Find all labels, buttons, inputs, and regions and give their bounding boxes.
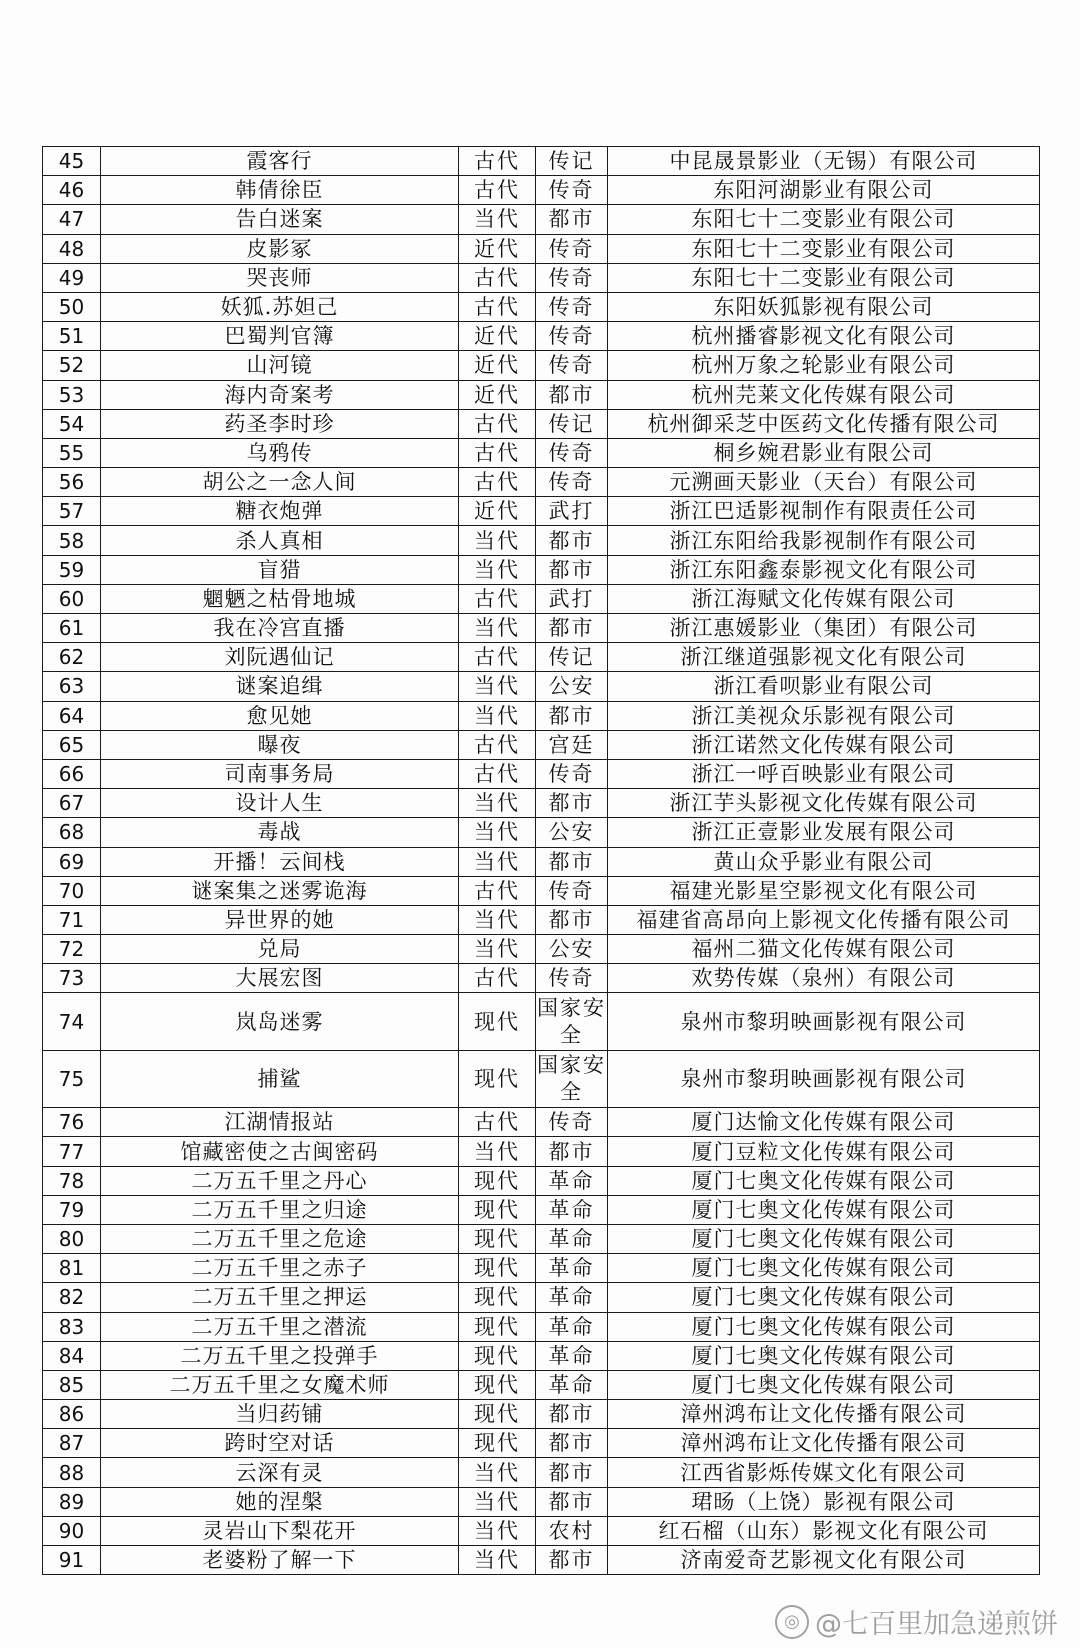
drama-title: 杀人真相	[101, 526, 459, 555]
company-cell: 厦门七奥文化传媒有限公司	[608, 1312, 1040, 1341]
drama-title: 霞客行	[101, 147, 459, 176]
table-row	[43, 818, 1040, 847]
company-cell: 浙江芋头影视文化传媒有限公司	[608, 789, 1040, 818]
company-cell: 杭州万象之轮影业有限公司	[608, 351, 1040, 380]
table-row	[43, 1224, 1040, 1253]
drama-title: 她的涅槃	[101, 1487, 459, 1516]
row-number: 83	[43, 1312, 101, 1341]
era-cell: 近代	[459, 234, 536, 263]
drama-title: 二万五千里之危途	[101, 1224, 459, 1253]
drama-title: 老婆粉了解一下	[101, 1546, 459, 1575]
table-body	[43, 147, 1040, 1575]
table-row	[43, 730, 1040, 759]
drama-title: 跨时空对话	[101, 1429, 459, 1458]
genre-cell: 都市	[536, 380, 608, 409]
era-cell: 当代	[459, 1487, 536, 1516]
row-number: 65	[43, 730, 101, 759]
drama-title: 药圣李时珍	[101, 409, 459, 438]
drama-title: 二万五千里之投弹手	[101, 1341, 459, 1370]
genre-cell: 传奇	[536, 351, 608, 380]
company-cell: 元溯画天影业（天台）有限公司	[608, 468, 1040, 497]
company-cell: 浙江诺然文化传媒有限公司	[608, 730, 1040, 759]
drama-title: 当归药铺	[101, 1400, 459, 1429]
era-cell: 现代	[459, 1166, 536, 1195]
table-row	[43, 876, 1040, 905]
genre-cell: 都市	[536, 1429, 608, 1458]
era-cell: 现代	[459, 1429, 536, 1458]
era-cell: 当代	[459, 789, 536, 818]
table-row	[43, 1166, 1040, 1195]
registration-table	[42, 146, 1040, 1575]
row-number: 69	[43, 847, 101, 876]
table-row	[43, 584, 1040, 613]
company-cell: 浙江看呗影业有限公司	[608, 672, 1040, 701]
drama-title: 魍魉之枯骨地城	[101, 584, 459, 613]
genre-cell: 传奇	[536, 176, 608, 205]
table-row	[43, 1516, 1040, 1545]
era-cell: 现代	[459, 1254, 536, 1283]
era-cell: 当代	[459, 847, 536, 876]
row-number: 53	[43, 380, 101, 409]
company-cell: 厦门七奥文化传媒有限公司	[608, 1166, 1040, 1195]
row-number: 51	[43, 322, 101, 351]
row-number: 68	[43, 818, 101, 847]
genre-cell: 国家安全	[536, 993, 608, 1050]
drama-title: 开播！云间栈	[101, 847, 459, 876]
table-row	[43, 205, 1040, 234]
watermark-text: @七百里加急递煎饼	[815, 1609, 1058, 1640]
row-number: 57	[43, 497, 101, 526]
company-cell: 桐乡婉君影业有限公司	[608, 438, 1040, 467]
genre-cell: 传奇	[536, 234, 608, 263]
company-cell: 厦门七奥文化传媒有限公司	[608, 1224, 1040, 1253]
company-cell: 厦门豆粒文化传媒有限公司	[608, 1137, 1040, 1166]
company-cell: 东阳七十二变影业有限公司	[608, 205, 1040, 234]
genre-cell: 武打	[536, 584, 608, 613]
era-cell: 近代	[459, 351, 536, 380]
company-cell: 东阳七十二变影业有限公司	[608, 263, 1040, 292]
genre-cell: 武打	[536, 497, 608, 526]
drama-title: 二万五千里之押运	[101, 1283, 459, 1312]
row-number: 72	[43, 935, 101, 964]
row-number: 63	[43, 672, 101, 701]
genre-cell: 传奇	[536, 759, 608, 788]
row-number: 90	[43, 1516, 101, 1545]
era-cell: 古代	[459, 468, 536, 497]
era-cell: 古代	[459, 964, 536, 993]
era-cell: 古代	[459, 176, 536, 205]
row-number: 73	[43, 964, 101, 993]
table-row	[43, 643, 1040, 672]
table-row	[43, 1341, 1040, 1370]
era-cell: 当代	[459, 526, 536, 555]
table-row	[43, 1458, 1040, 1487]
company-cell: 杭州御采芝中医药文化传播有限公司	[608, 409, 1040, 438]
drama-title: 盲猎	[101, 555, 459, 584]
genre-cell: 公安	[536, 818, 608, 847]
drama-title: 捕鲨	[101, 1050, 459, 1107]
era-cell: 古代	[459, 438, 536, 467]
genre-cell: 传奇	[536, 876, 608, 905]
company-cell: 浙江继道强影视文化有限公司	[608, 643, 1040, 672]
drama-title: 韩倩徐臣	[101, 176, 459, 205]
genre-cell: 传奇	[536, 263, 608, 292]
row-number: 82	[43, 1283, 101, 1312]
era-cell: 古代	[459, 1108, 536, 1137]
company-cell: 厦门七奥文化传媒有限公司	[608, 1341, 1040, 1370]
row-number: 55	[43, 438, 101, 467]
row-number: 49	[43, 263, 101, 292]
genre-cell: 传记	[536, 409, 608, 438]
table-row	[43, 526, 1040, 555]
era-cell: 现代	[459, 1195, 536, 1224]
drama-title: 哭丧师	[101, 263, 459, 292]
era-cell: 古代	[459, 876, 536, 905]
company-cell: 珺旸（上饶）影视有限公司	[608, 1487, 1040, 1516]
company-cell: 浙江东阳鑫泰影视文化有限公司	[608, 555, 1040, 584]
table-row	[43, 351, 1040, 380]
era-cell: 当代	[459, 555, 536, 584]
genre-cell: 都市	[536, 205, 608, 234]
company-cell: 浙江一呼百映影业有限公司	[608, 759, 1040, 788]
row-number: 52	[43, 351, 101, 380]
genre-cell: 都市	[536, 1137, 608, 1166]
table-row	[43, 176, 1040, 205]
table-row	[43, 292, 1040, 321]
drama-title: 异世界的她	[101, 905, 459, 934]
genre-cell: 都市	[536, 1487, 608, 1516]
genre-cell: 都市	[536, 701, 608, 730]
table-row	[43, 1370, 1040, 1399]
company-cell: 欢势传媒（泉州）有限公司	[608, 964, 1040, 993]
company-cell: 福州二猫文化传媒有限公司	[608, 935, 1040, 964]
drama-title: 二万五千里之女魔术师	[101, 1370, 459, 1399]
era-cell: 当代	[459, 614, 536, 643]
table-row	[43, 1050, 1040, 1107]
company-cell: 厦门七奥文化传媒有限公司	[608, 1283, 1040, 1312]
era-cell: 当代	[459, 701, 536, 730]
genre-cell: 国家安全	[536, 1050, 608, 1107]
genre-cell: 公安	[536, 935, 608, 964]
era-cell: 当代	[459, 205, 536, 234]
company-cell: 浙江巴适影视制作有限责任公司	[608, 497, 1040, 526]
era-cell: 当代	[459, 1137, 536, 1166]
era-cell: 古代	[459, 584, 536, 613]
genre-cell: 传奇	[536, 438, 608, 467]
table-row	[43, 1487, 1040, 1516]
company-cell: 杭州芫莱文化传媒有限公司	[608, 380, 1040, 409]
company-cell: 江西省影烁传媒文化有限公司	[608, 1458, 1040, 1487]
era-cell: 当代	[459, 1546, 536, 1575]
era-cell: 近代	[459, 497, 536, 526]
drama-title: 兑局	[101, 935, 459, 964]
genre-cell: 农村	[536, 1516, 608, 1545]
genre-cell: 传记	[536, 147, 608, 176]
genre-cell: 都市	[536, 555, 608, 584]
era-cell: 当代	[459, 672, 536, 701]
table-row	[43, 1429, 1040, 1458]
table-row	[43, 468, 1040, 497]
company-cell: 泉州市黎玥映画影视有限公司	[608, 1050, 1040, 1107]
table-row	[43, 1254, 1040, 1283]
era-cell: 现代	[459, 1341, 536, 1370]
row-number: 62	[43, 643, 101, 672]
era-cell: 现代	[459, 1400, 536, 1429]
row-number: 75	[43, 1050, 101, 1107]
weibo-icon: ◎	[775, 1605, 809, 1639]
company-cell: 浙江美视众乐影视有限公司	[608, 701, 1040, 730]
genre-cell: 传奇	[536, 292, 608, 321]
company-cell: 杭州播睿影视文化有限公司	[608, 322, 1040, 351]
company-cell: 东阳河湖影业有限公司	[608, 176, 1040, 205]
genre-cell: 都市	[536, 847, 608, 876]
drama-title: 云深有灵	[101, 1458, 459, 1487]
era-cell: 古代	[459, 292, 536, 321]
genre-cell: 革命	[536, 1283, 608, 1312]
drama-title: 愈见她	[101, 701, 459, 730]
row-number: 78	[43, 1166, 101, 1195]
drama-title: 毒战	[101, 818, 459, 847]
row-number: 71	[43, 905, 101, 934]
table-row	[43, 701, 1040, 730]
era-cell: 近代	[459, 322, 536, 351]
table-row	[43, 497, 1040, 526]
row-number: 60	[43, 584, 101, 613]
drama-title: 告白迷案	[101, 205, 459, 234]
table-row	[43, 1546, 1040, 1575]
company-cell: 漳州鸿布让文化传播有限公司	[608, 1400, 1040, 1429]
company-cell: 福建省高昂向上影视文化传播有限公司	[608, 905, 1040, 934]
company-cell: 浙江海赋文化传媒有限公司	[608, 584, 1040, 613]
row-number: 70	[43, 876, 101, 905]
genre-cell: 公安	[536, 672, 608, 701]
genre-cell: 宫廷	[536, 730, 608, 759]
row-number: 66	[43, 759, 101, 788]
company-cell: 黄山众乎影业有限公司	[608, 847, 1040, 876]
era-cell: 当代	[459, 935, 536, 964]
row-number: 85	[43, 1370, 101, 1399]
era-cell: 近代	[459, 380, 536, 409]
row-number: 86	[43, 1400, 101, 1429]
drama-title: 谜案追缉	[101, 672, 459, 701]
row-number: 48	[43, 234, 101, 263]
company-cell: 漳州鸿布让文化传播有限公司	[608, 1429, 1040, 1458]
genre-cell: 都市	[536, 614, 608, 643]
drama-title: 皮影冢	[101, 234, 459, 263]
drama-title: 司南事务局	[101, 759, 459, 788]
drama-title: 曝夜	[101, 730, 459, 759]
era-cell: 当代	[459, 1516, 536, 1545]
drama-title: 灵岩山下梨花开	[101, 1516, 459, 1545]
table-row	[43, 905, 1040, 934]
row-number: 59	[43, 555, 101, 584]
genre-cell: 革命	[536, 1195, 608, 1224]
company-cell: 厦门七奥文化传媒有限公司	[608, 1254, 1040, 1283]
genre-cell: 传奇	[536, 322, 608, 351]
genre-cell: 革命	[536, 1370, 608, 1399]
table-row	[43, 993, 1040, 1050]
era-cell: 现代	[459, 1312, 536, 1341]
table-row	[43, 263, 1040, 292]
genre-cell: 都市	[536, 789, 608, 818]
table-row	[43, 1312, 1040, 1341]
company-cell: 东阳妖狐影视有限公司	[608, 292, 1040, 321]
table-row	[43, 1400, 1040, 1429]
table-row	[43, 1137, 1040, 1166]
era-cell: 古代	[459, 730, 536, 759]
era-cell: 现代	[459, 1370, 536, 1399]
genre-cell: 革命	[536, 1166, 608, 1195]
row-number: 88	[43, 1458, 101, 1487]
genre-cell: 革命	[536, 1341, 608, 1370]
genre-cell: 革命	[536, 1224, 608, 1253]
row-number: 87	[43, 1429, 101, 1458]
company-cell: 厦门七奥文化传媒有限公司	[608, 1370, 1040, 1399]
row-number: 84	[43, 1341, 101, 1370]
era-cell: 古代	[459, 409, 536, 438]
row-number: 80	[43, 1224, 101, 1253]
row-number: 79	[43, 1195, 101, 1224]
genre-cell: 都市	[536, 1400, 608, 1429]
genre-cell: 传奇	[536, 1108, 608, 1137]
drama-title: 江湖情报站	[101, 1108, 459, 1137]
row-number: 81	[43, 1254, 101, 1283]
drama-title: 馆藏密使之古闽密码	[101, 1137, 459, 1166]
drama-title: 岚岛迷雾	[101, 993, 459, 1050]
table-row	[43, 409, 1040, 438]
drama-title: 胡公之一念人间	[101, 468, 459, 497]
company-cell: 福建光影星空影视文化有限公司	[608, 876, 1040, 905]
company-cell: 济南爱奇艺影视文化有限公司	[608, 1546, 1040, 1575]
row-number: 77	[43, 1137, 101, 1166]
table-row	[43, 789, 1040, 818]
drama-title: 设计人生	[101, 789, 459, 818]
genre-cell: 革命	[536, 1312, 608, 1341]
drama-title: 巴蜀判官簿	[101, 322, 459, 351]
genre-cell: 都市	[536, 905, 608, 934]
table-row	[43, 935, 1040, 964]
drama-title: 山河镜	[101, 351, 459, 380]
company-cell: 厦门七奥文化传媒有限公司	[608, 1195, 1040, 1224]
company-cell: 浙江惠媛影业（集团）有限公司	[608, 614, 1040, 643]
drama-title: 大展宏图	[101, 964, 459, 993]
row-number: 91	[43, 1546, 101, 1575]
table-row	[43, 380, 1040, 409]
row-number: 54	[43, 409, 101, 438]
drama-title: 二万五千里之赤子	[101, 1254, 459, 1283]
genre-cell: 都市	[536, 1546, 608, 1575]
drama-title: 糖衣炮弹	[101, 497, 459, 526]
drama-title: 谜案集之迷雾诡海	[101, 876, 459, 905]
drama-title: 二万五千里之归途	[101, 1195, 459, 1224]
drama-title: 妖狐.苏妲己	[101, 292, 459, 321]
row-number: 47	[43, 205, 101, 234]
row-number: 64	[43, 701, 101, 730]
genre-cell: 传记	[536, 643, 608, 672]
table-row	[43, 672, 1040, 701]
row-number: 56	[43, 468, 101, 497]
row-number: 67	[43, 789, 101, 818]
drama-title: 乌鸦传	[101, 438, 459, 467]
era-cell: 当代	[459, 1458, 536, 1487]
era-cell: 现代	[459, 1283, 536, 1312]
genre-cell: 都市	[536, 526, 608, 555]
company-cell: 浙江东阳给我影视制作有限公司	[608, 526, 1040, 555]
watermark	[775, 1602, 1058, 1641]
table-row	[43, 1195, 1040, 1224]
era-cell: 古代	[459, 263, 536, 292]
era-cell: 现代	[459, 1224, 536, 1253]
drama-title: 二万五千里之丹心	[101, 1166, 459, 1195]
table-row	[43, 147, 1040, 176]
genre-cell: 传奇	[536, 468, 608, 497]
drama-title: 刘阮遇仙记	[101, 643, 459, 672]
row-number: 50	[43, 292, 101, 321]
era-cell: 现代	[459, 993, 536, 1050]
drama-title: 海内奇案考	[101, 380, 459, 409]
company-cell: 红石榴（山东）影视文化有限公司	[608, 1516, 1040, 1545]
row-number: 89	[43, 1487, 101, 1516]
genre-cell: 都市	[536, 1458, 608, 1487]
table-row	[43, 759, 1040, 788]
row-number: 76	[43, 1108, 101, 1137]
era-cell: 当代	[459, 905, 536, 934]
company-cell: 中昆晟景影业（无锡）有限公司	[608, 147, 1040, 176]
row-number: 61	[43, 614, 101, 643]
table-row	[43, 438, 1040, 467]
row-number: 58	[43, 526, 101, 555]
era-cell: 现代	[459, 1050, 536, 1107]
company-cell: 浙江正壹影业发展有限公司	[608, 818, 1040, 847]
table-row	[43, 1108, 1040, 1137]
genre-cell: 传奇	[536, 964, 608, 993]
table-row	[43, 1283, 1040, 1312]
drama-title: 我在冷宫直播	[101, 614, 459, 643]
company-cell: 泉州市黎玥映画影视有限公司	[608, 993, 1040, 1050]
era-cell: 古代	[459, 147, 536, 176]
era-cell: 古代	[459, 643, 536, 672]
company-cell: 东阳七十二变影业有限公司	[608, 234, 1040, 263]
table-row	[43, 555, 1040, 584]
era-cell: 古代	[459, 759, 536, 788]
table-row	[43, 964, 1040, 993]
row-number: 45	[43, 147, 101, 176]
genre-cell: 革命	[536, 1254, 608, 1283]
drama-title: 二万五千里之潜流	[101, 1312, 459, 1341]
era-cell: 当代	[459, 818, 536, 847]
table-row	[43, 234, 1040, 263]
row-number: 46	[43, 176, 101, 205]
row-number: 74	[43, 993, 101, 1050]
table-row	[43, 847, 1040, 876]
table-row	[43, 614, 1040, 643]
company-cell: 厦门达愉文化传媒有限公司	[608, 1108, 1040, 1137]
table-row	[43, 322, 1040, 351]
